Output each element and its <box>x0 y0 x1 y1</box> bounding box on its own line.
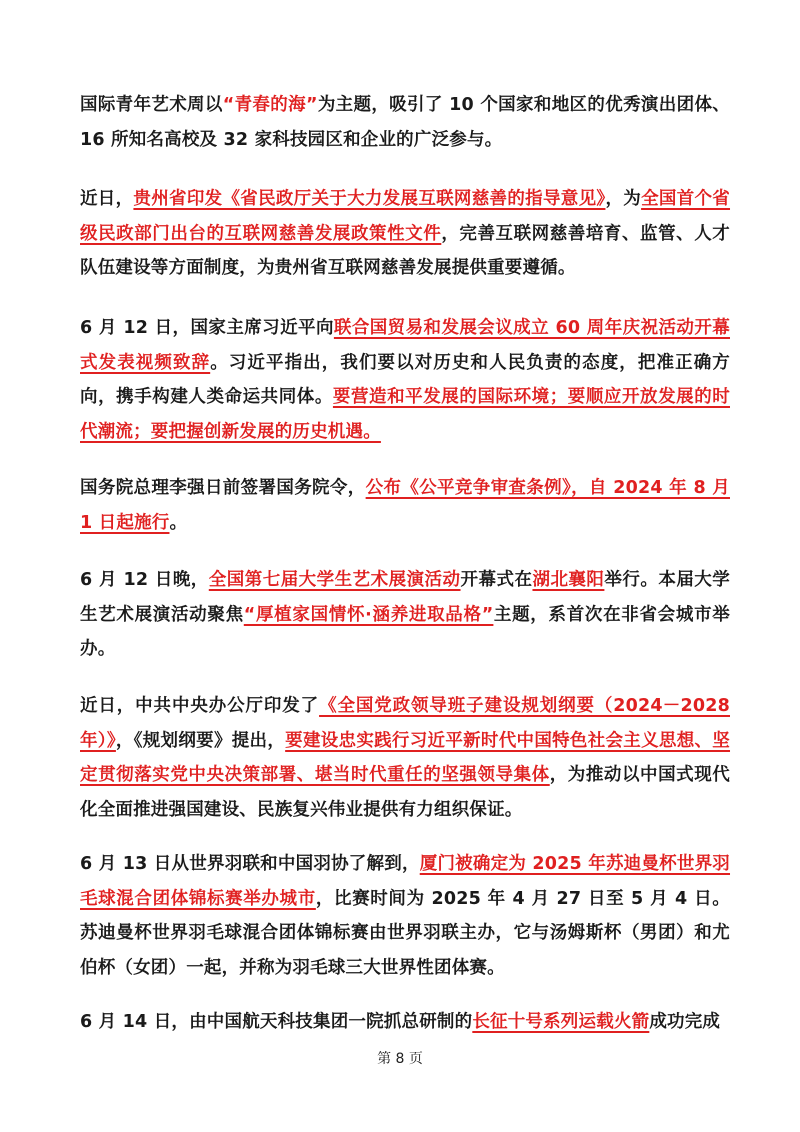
body-text: 6 月 12 日晚， <box>80 570 209 590</box>
body-text: ，为 <box>605 189 642 209</box>
body-text: 成功完成 <box>649 1012 721 1032</box>
news-paragraph-8 <box>80 1005 730 1040</box>
highlighted-text: “青春的海” <box>222 95 318 115</box>
news-paragraph-5 <box>80 563 730 667</box>
highlighted-text: 厦门被确定为 2025 年苏迪曼杯世界羽毛球混合团体锦标赛举办城市 <box>80 854 731 909</box>
highlighted-text: 要营造和平发展的国际环境；要顺应开放发展的时代潮流；要把握创新发展的历史机遇。 <box>80 387 730 442</box>
news-paragraph-6 <box>80 689 730 827</box>
news-paragraph-3 <box>80 311 730 449</box>
highlighted-text: 全国第七届大学生艺术展演活动 <box>208 570 461 590</box>
body-text: 国际青年艺术周以 <box>80 95 223 115</box>
highlighted-text: 公布《公平竞争审查条例》，自 2024 年 8 月 1 日起施行 <box>80 478 730 533</box>
body-text: ，完善互联网慈善培育、监管、人才队伍建设等方面制度，为贵州省互联网慈善发展提供重要遵循。 <box>80 223 730 278</box>
body-text: 举行。本届大学生艺术展演活动聚焦 <box>80 570 730 625</box>
highlighted-text: 联合国贸易和发展会议成立 60 周年庆祝活动开幕式发表视频致辞 <box>80 318 730 373</box>
news-paragraph-4 <box>80 471 730 540</box>
body-text: 6 月 13 日从世界羽联和中国羽协了解到， <box>80 854 420 874</box>
page-number: 第 8 页 <box>377 1051 423 1067</box>
body-text: 开幕式在 <box>460 570 533 590</box>
highlighted-text: 要建设忠实践行习近平新时代中国特色社会主义思想、坚定贯彻落实党中央决策部署、堪当时代重任的坚强领导集体 <box>80 730 731 785</box>
news-paragraph-2 <box>80 182 730 286</box>
body-text: 6 月 14 日，由中国航天科技集团一院抓总研制的 <box>80 1012 473 1032</box>
highlighted-text: 全国首个省级民政部门出台的互联网慈善发展政策性文件 <box>80 189 731 244</box>
news-paragraph-1 <box>80 88 730 157</box>
body-text: 。习近平指出，我们要以对历史和人民负责的态度，把准正确方向，携手构建人类命运共同体。 <box>80 352 730 407</box>
body-text: ，比赛时间为 2025 年 4 月 27 日至 5 月 4 日。苏迪曼杯世界羽毛球混合团体锦标赛由世界羽联主办，它与汤姆斯杯（男团）和尤伯杯（女团）一起，并称为羽毛球三大世界性团体赛。 <box>80 888 730 978</box>
highlighted-text: 湖北襄阳 <box>532 570 605 590</box>
highlighted-text: “厚植家国情怀·涵养进取品格” <box>243 604 494 625</box>
highlighted-text: 贵州省印发《省民政厅关于大力发展互联网慈善的指导意见》 <box>133 189 606 209</box>
body-text: 主题，系首次在非省会城市举办。 <box>80 604 730 659</box>
body-text: ，为推动以中国式现代化全面推进强国建设、民族复兴伟业提供有力组织保证。 <box>80 765 731 820</box>
body-text: 6 月 12 日，国家主席习近平向 <box>80 318 334 338</box>
body-text: ，《规划纲要》提出， <box>115 730 286 751</box>
body-text: 。 <box>169 512 188 533</box>
body-text: 为主题，吸引了 10 个国家和地区的优秀演出团体、16 所知名高校及 32 家科技园区和企业的广泛参与。 <box>80 95 730 150</box>
highlighted-text: 长征十号系列运载火箭 <box>472 1012 650 1032</box>
news-paragraph-7 <box>80 847 730 985</box>
highlighted-text: 《全国党政领导班子建设规划纲要（2024－2028 年）》 <box>80 696 730 751</box>
body-text: 国务院总理李强日前签署国务院令， <box>80 478 366 498</box>
body-text: 近日，中共中央办公厅印发了 <box>80 696 320 716</box>
body-text: 近日， <box>80 189 134 209</box>
